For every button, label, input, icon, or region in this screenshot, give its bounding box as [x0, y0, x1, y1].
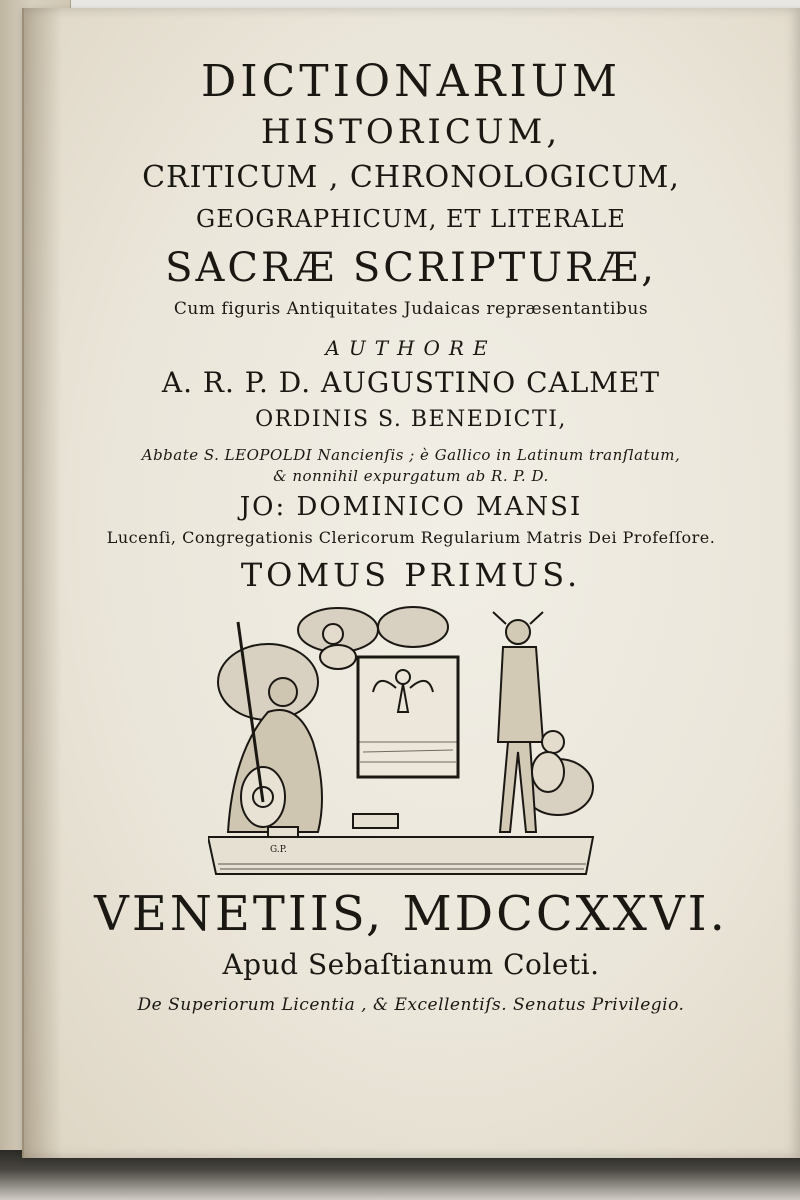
author-order: ORDINIS S. BENEDICTI,	[255, 407, 567, 432]
volume-label: TOMUS PRIMUS.	[240, 556, 582, 594]
author-name: A. R. P. D. AUGUSTINO CALMET	[161, 366, 661, 399]
imprint-privilege: De Superiorum Licentia , & Excellentiſs. Senatus Privilegio.	[137, 995, 685, 1015]
subtitle-cum-figuris: Cum figuris Antiquitates Judaicas repræsentantibus	[173, 299, 649, 319]
woodcut-emblem-icon	[208, 602, 598, 887]
abbot-line-2: & nonnihil expurgatum ab R. P. D.	[273, 467, 549, 485]
subtitle-geographicum: GEOGRAPHICUM, ET LITERALE	[196, 205, 626, 233]
book-title: DICTIONARIUM	[200, 56, 622, 107]
translator-name: JO: DOMINICO MANSI	[239, 492, 583, 522]
imprint-publisher: Apud Sebaſtianum Coleti.	[222, 948, 600, 981]
subtitle-criticum: CRITICUM , CHRONOLOGICUM,	[142, 160, 680, 195]
translator-description: Lucenſi, Congregationis Clericorum Regularium Matris Dei Profeſſore.	[106, 528, 716, 547]
abbot-line-1: Abbate S. LEOPOLDI Nancienſis ; è Gallico in Latinum tranſlatum,	[141, 446, 681, 464]
subtitle-sacrae-scripturae: SACRÆ SCRIPTURÆ,	[165, 245, 657, 291]
emblem-signature: G.P.	[270, 845, 287, 855]
imprint-place-date: VENETIIS, MDCCXXVI.	[94, 886, 728, 942]
subtitle-historicum: HISTORICUM,	[260, 112, 562, 152]
author-label: AUTHORE	[325, 336, 497, 360]
